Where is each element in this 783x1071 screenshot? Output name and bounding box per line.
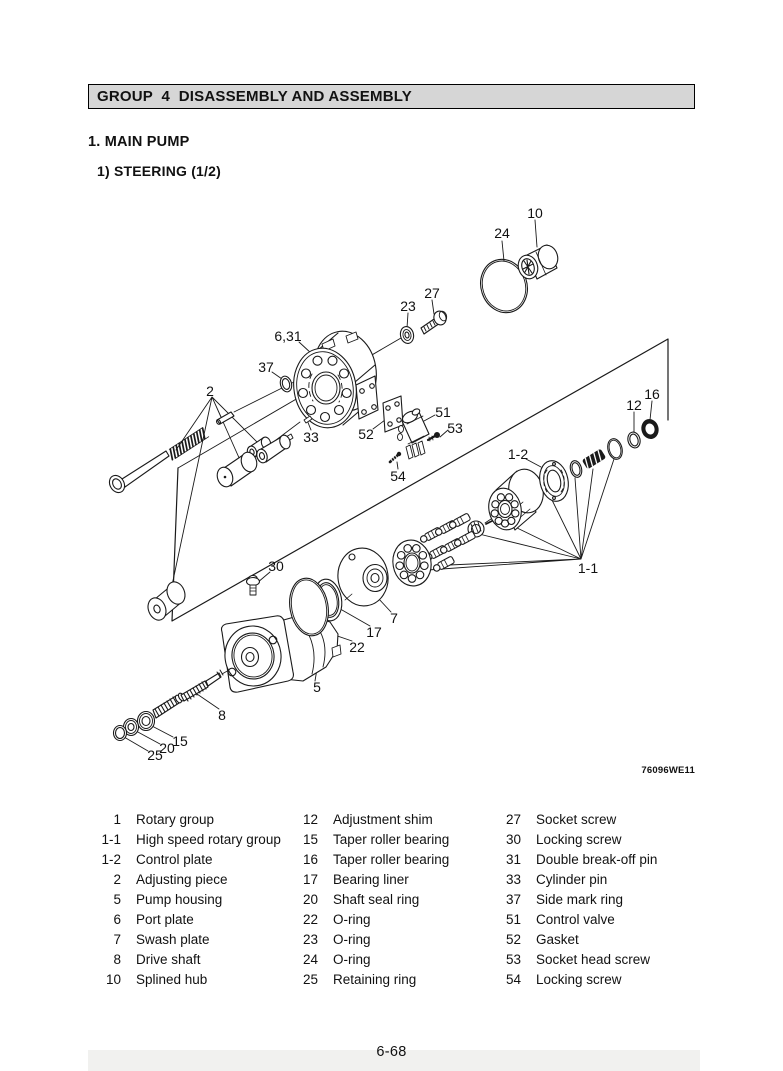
- part-name: Adjustment shim: [333, 812, 433, 827]
- parts-list-item: [88, 952, 281, 972]
- part-name: Splined hub: [136, 972, 208, 987]
- part-name: Taper roller bearing: [333, 852, 450, 867]
- parts-list-item: [285, 812, 449, 832]
- part-spring-black: [582, 449, 606, 470]
- part-name: Gasket: [536, 932, 579, 947]
- part-number: 22: [302, 912, 318, 927]
- parts-list-item: [488, 852, 657, 872]
- part-washer: [399, 325, 415, 344]
- subsection-heading: 1) STEERING (1/2): [97, 163, 221, 179]
- part-number: 37: [505, 892, 521, 907]
- callout-17: 17: [366, 624, 382, 640]
- part-number: 31: [505, 852, 521, 867]
- part-name: O-ring: [333, 932, 371, 947]
- part-flat-head-screw: [106, 451, 169, 495]
- part-number: 20: [302, 892, 318, 907]
- part-number: 1: [113, 812, 121, 827]
- callout-2: 2: [206, 383, 214, 399]
- part-name: Bearing liner: [333, 872, 409, 887]
- callout-27: 27: [424, 285, 440, 301]
- parts-list-item: [488, 952, 657, 972]
- callout-16: 16: [644, 386, 660, 402]
- part-number: 16: [302, 852, 318, 867]
- callout-12: 12: [626, 397, 642, 413]
- part-roller-cylinder: [145, 579, 188, 623]
- parts-list-item: [88, 912, 281, 932]
- parts-list-item: [488, 892, 657, 912]
- part-number: 54: [505, 972, 521, 987]
- part-number: 10: [105, 972, 121, 987]
- part-locking-screw-30: [247, 576, 260, 596]
- parts-list-item: [88, 972, 281, 992]
- part-number: 5: [113, 892, 121, 907]
- part-pin: [216, 412, 234, 425]
- part-name: Side mark ring: [536, 892, 624, 907]
- parts-list-item: [488, 932, 657, 952]
- part-number: 1-1: [101, 832, 121, 847]
- callout-1-1: 1-1: [577, 560, 599, 576]
- parts-list-item: [285, 932, 449, 952]
- part-number: 25: [302, 972, 318, 987]
- figure-code: 76096WE11: [641, 765, 695, 776]
- part-cylinder-block: [485, 466, 547, 533]
- part-side-mark-ring: [279, 375, 294, 393]
- part-name: Rotary group: [136, 812, 215, 827]
- parts-list-item: [88, 812, 281, 832]
- part-retaining-ring: [114, 726, 127, 741]
- part-name: Locking screw: [536, 832, 622, 847]
- parts-list-item: [488, 812, 657, 832]
- callout-37: 37: [258, 359, 274, 375]
- callout-7: 7: [390, 610, 398, 626]
- part-taper-bearing-15: [138, 712, 155, 731]
- part-swash-plate: [334, 545, 392, 609]
- part-name: Drive shaft: [136, 952, 201, 967]
- part-name: Socket head screw: [536, 952, 651, 967]
- parts-list-item: [285, 912, 449, 932]
- part-number: 30: [505, 832, 521, 847]
- part-name: Cylinder pin: [536, 872, 608, 887]
- callout-24: 24: [494, 225, 510, 241]
- callout-33: 33: [303, 429, 319, 445]
- callout-8: 8: [218, 707, 226, 723]
- parts-list-item: [285, 892, 449, 912]
- parts-list-item: [285, 972, 449, 992]
- part-name: Double break-off pin: [536, 852, 658, 867]
- part-name: Port plate: [136, 912, 194, 927]
- parts-list-item: [488, 912, 657, 932]
- part-name: High speed rotary group: [136, 832, 281, 847]
- part-number: 8: [113, 952, 121, 967]
- part-port-plate: [288, 326, 383, 433]
- callout-23: 23: [400, 298, 416, 314]
- part-socket-head-screw: [428, 432, 440, 441]
- parts-list-item: [488, 872, 657, 892]
- parts-list-item: [285, 852, 449, 872]
- part-oring-thin: [606, 437, 625, 461]
- part-splined-hub: [515, 243, 560, 282]
- part-number: 53: [505, 952, 521, 967]
- part-name: Pump housing: [136, 892, 223, 907]
- part-number: 6: [113, 912, 121, 927]
- callout-1-2: 1-2: [507, 446, 529, 462]
- part-number: 23: [302, 932, 318, 947]
- leader-lines: [124, 220, 652, 751]
- part-number: 17: [302, 872, 318, 887]
- parts-list-item: [88, 932, 281, 952]
- parts-list-column-3: [488, 812, 657, 992]
- part-number: 52: [505, 932, 521, 947]
- callout-10: 10: [527, 205, 543, 221]
- part-number: 1-2: [101, 852, 121, 867]
- parts-list-item: [285, 832, 449, 852]
- part-name: O-ring: [333, 912, 371, 927]
- part-number: 2: [113, 872, 121, 887]
- part-name: Locking screw: [536, 972, 622, 987]
- callout-25: 25: [147, 747, 163, 763]
- parts-list-item: [88, 832, 281, 852]
- parts-list-item: [88, 892, 281, 912]
- callout-52: 52: [358, 426, 374, 442]
- part-name: Control valve: [536, 912, 615, 927]
- part-oring-small: [568, 459, 583, 478]
- part-name: Swash plate: [136, 932, 210, 947]
- parts-list-column-1: [88, 812, 281, 992]
- part-stepped-cylinder: [255, 434, 293, 464]
- part-name: Adjusting piece: [136, 872, 228, 887]
- callout-54: 54: [390, 468, 406, 484]
- part-retainer-plate: [389, 537, 434, 589]
- parts-list-item: [88, 852, 281, 872]
- group-title: GROUP 4 DISASSEMBLY AND ASSEMBLY: [97, 88, 412, 105]
- part-name: Retaining ring: [333, 972, 417, 987]
- part-name: O-ring: [333, 952, 371, 967]
- section-heading: 1. MAIN PUMP: [88, 134, 190, 150]
- parts-list-item: [488, 972, 657, 992]
- part-number: 7: [113, 932, 121, 947]
- callout-15: 15: [172, 733, 188, 749]
- part-taper-bearing-16: [640, 418, 660, 440]
- part-drive-shaft: [153, 670, 223, 718]
- parts-list-column-2: [285, 812, 449, 992]
- part-number: 33: [505, 872, 521, 887]
- part-locking-screw-54: [390, 452, 401, 462]
- parts-list-item: [285, 952, 449, 972]
- part-number: 51: [505, 912, 521, 927]
- callout-30: 30: [268, 558, 284, 574]
- part-number: 15: [302, 832, 318, 847]
- parts-list-item: [488, 832, 657, 852]
- callout-5: 5: [313, 679, 321, 695]
- part-name: Socket screw: [536, 812, 617, 827]
- part-adjustment-shim: [626, 431, 642, 450]
- part-big-cylinder: [215, 450, 259, 489]
- part-name: Shaft seal ring: [333, 892, 420, 907]
- part-socket-screw: [421, 309, 448, 334]
- page-number: 6-68: [376, 1044, 407, 1060]
- callout-22: 22: [349, 639, 365, 655]
- part-name: Control plate: [136, 852, 213, 867]
- part-name: Taper roller bearing: [333, 832, 450, 847]
- parts-list-item: [88, 872, 281, 892]
- part-number: 12: [302, 812, 318, 827]
- callout-53: 53: [447, 420, 463, 436]
- part-number: 24: [302, 952, 318, 967]
- callout-51: 51: [435, 404, 451, 420]
- part-number: 27: [505, 812, 521, 827]
- parts-list-item: [285, 872, 449, 892]
- callout-20: 20: [159, 740, 175, 756]
- callout-6,31: 6,31: [274, 328, 302, 344]
